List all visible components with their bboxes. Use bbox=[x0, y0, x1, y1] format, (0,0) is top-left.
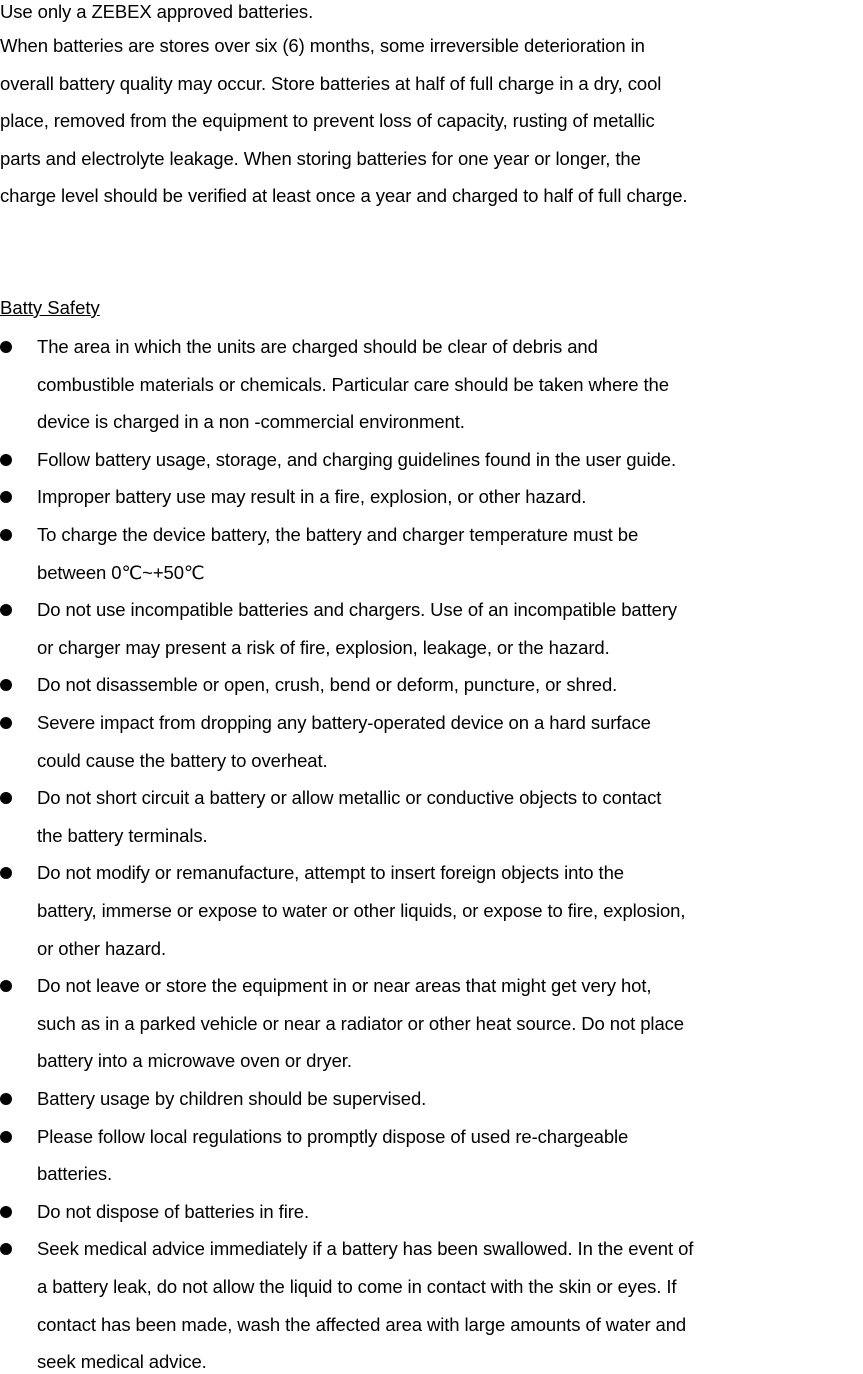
intro-line: When batteries are stores over six (6) months, some irreversible deterioration in bbox=[0, 35, 645, 56]
bullet-line: combustible materials or chemicals. Particular care should be taken where the bbox=[37, 373, 669, 395]
bullet-dot-icon bbox=[0, 980, 12, 992]
bullet-line: To charge the device battery, the battery and charger temperature must be bbox=[37, 524, 639, 545]
bullet-dot-icon bbox=[0, 454, 12, 466]
bullet-line: Do not leave or store the equipment in or near areas that might get very hot, bbox=[37, 975, 652, 997]
intro-line: charge level should be verified at least once a year and charged to half of full charge. bbox=[0, 185, 688, 206]
bullet-dot-icon bbox=[0, 491, 12, 503]
bullet-dot-icon bbox=[0, 341, 12, 353]
bullet-line: could cause the battery to overheat. bbox=[37, 749, 328, 771]
bullet-dot-icon bbox=[0, 867, 12, 879]
bullet-line: between 0℃~+50℃ bbox=[37, 561, 205, 583]
intro-line: place, removed from the equipment to prevent loss of capacity, rusting of metallic bbox=[0, 110, 655, 131]
bullet-line: battery, immerse or expose to water or other liquids, or expose to fire, explosion, bbox=[37, 899, 686, 921]
bullet-line: Do not dispose of batteries in fire. bbox=[37, 1200, 309, 1222]
bullet-line: or other hazard. bbox=[37, 937, 167, 959]
intro-line: parts and electrolyte leakage. When storing batteries for one year or longer, the bbox=[0, 148, 641, 169]
bullet-line: such as in a parked vehicle or near a radiator or other heat source. Do not place bbox=[37, 1012, 684, 1034]
bullet-line: Do not disassemble or open, crush, bend or deform, puncture, or shred. bbox=[37, 674, 618, 696]
bullet-dot-icon bbox=[0, 529, 12, 541]
section-title: Batty Safety bbox=[0, 297, 100, 318]
bullet-dot-icon bbox=[0, 717, 12, 729]
bullet-dot-icon bbox=[0, 679, 12, 691]
bullet-line: Improper battery use may result in a fire, explosion, or other hazard. bbox=[37, 486, 587, 508]
bullet-line: Please follow local regulations to promptly dispose of used re-chargeable bbox=[37, 1125, 629, 1147]
bullet-line: Do not modify or remanufacture, attempt to insert foreign objects into the bbox=[37, 862, 624, 884]
bullet-line: Do not short circuit a battery or allow metallic or conductive objects to contact bbox=[37, 787, 662, 809]
bullet-line: or charger may present a risk of fire, explosion, leakage, or the hazard. bbox=[37, 636, 610, 658]
bullet-line: batteries. bbox=[37, 1163, 113, 1185]
bullet-line: Seek medical advice immediately if a battery has been swallowed. In the event of bbox=[37, 1238, 694, 1260]
bullet-line: seek medical advice. bbox=[37, 1351, 207, 1373]
bullet-dot-icon bbox=[0, 792, 12, 804]
bullet-line: Severe impact from dropping any battery-operated device on a hard surface bbox=[37, 712, 651, 733]
bullet-line: Follow battery usage, storage, and charging guidelines found in the user guide. bbox=[37, 448, 676, 470]
bullet-dot-icon bbox=[0, 1206, 12, 1218]
bullet-line: a battery leak, do not allow the liquid to come in contact with the skin or eyes. If bbox=[37, 1275, 677, 1297]
bullet-line: The area in which the units are charged should be clear of debris and bbox=[37, 336, 598, 357]
bullet-dot-icon bbox=[0, 604, 12, 616]
intro-line: overall battery quality may occur. Store batteries at half of full charge in a dry, cool bbox=[0, 73, 662, 94]
bullet-line: the battery terminals. bbox=[37, 824, 208, 846]
bullet-dot-icon bbox=[0, 1131, 12, 1143]
bullet-line: device is charged in a non -commercial environment. bbox=[37, 411, 465, 433]
intro-line: Use only a ZEBEX approved batteries. bbox=[0, 1, 314, 22]
bullet-line: Battery usage by children should be supervised. bbox=[37, 1088, 427, 1109]
bullet-line: battery into a microwave oven or dryer. bbox=[37, 1050, 352, 1072]
bullet-line: Do not use incompatible batteries and chargers. Use of an incompatible battery bbox=[37, 599, 678, 621]
bullet-line: contact has been made, wash the affected area with large amounts of water and bbox=[37, 1313, 687, 1335]
bullet-dot-icon bbox=[0, 1243, 12, 1255]
bullet-dot-icon bbox=[0, 1093, 12, 1105]
